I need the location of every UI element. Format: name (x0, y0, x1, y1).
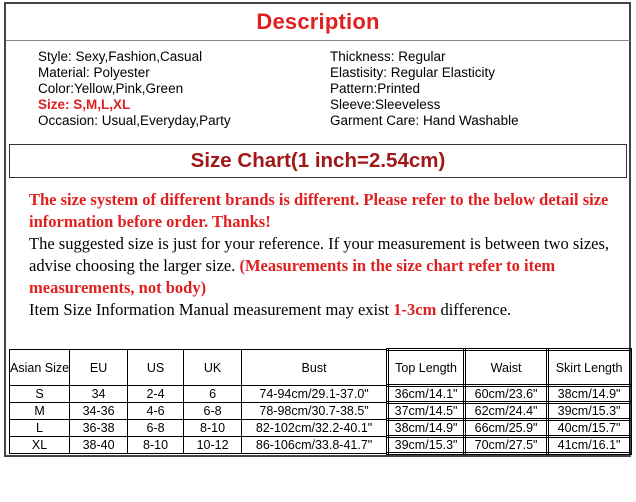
size-notes (29, 189, 629, 321)
size-chart-header (9, 144, 627, 178)
cell-top-length: 37cm/14.5" (388, 403, 465, 420)
cell-size: M (10, 403, 70, 420)
col-bust: Bust (242, 350, 388, 386)
size-chart-title: Size Chart(1 inch=2.54cm) (190, 149, 446, 172)
col-uk: UK (184, 350, 242, 386)
cell-uk: 6-8 (184, 403, 242, 420)
attr-size: Size: S,M,L,XL (38, 97, 131, 112)
attr-style: Style: Sexy,Fashion,Casual (38, 49, 203, 64)
cell-us: 8-10 (128, 437, 184, 454)
cell-uk: 8-10 (184, 420, 242, 437)
size-suggestion-note: (Measurements in the size chart refer to item measurements, not body) (29, 256, 556, 297)
cell-us: 4-6 (128, 403, 184, 420)
attr-material: Material: Polyester (38, 65, 150, 80)
attributes-right-column (330, 49, 519, 129)
product-attributes (38, 49, 628, 133)
cell-uk: 10-12 (184, 437, 242, 454)
table-row (10, 420, 631, 437)
description-title: Description (256, 9, 380, 34)
col-waist: Waist (465, 350, 548, 386)
cell-skirt-length: 39cm/15.3" (548, 403, 631, 420)
cell-top-length: 39cm/15.3" (388, 437, 465, 454)
cell-waist: 62cm/24.4" (465, 403, 548, 420)
attr-occasion: Occasion: Usual,Everyday,Party (38, 113, 231, 128)
manual-prefix: Item Size Information Manual measurement may exist (29, 300, 394, 319)
manual-range: 1-3cm (393, 300, 437, 319)
cell-bust: 82-102cm/32.2-40.1" (242, 420, 388, 437)
cell-size: L (10, 420, 70, 437)
cell-size: S (10, 386, 70, 403)
cell-uk: 6 (184, 386, 242, 403)
size-suggestion-text: The suggested size is just for your reference. If your measurement is between two sizes, advise choosing the larger size. (29, 234, 610, 275)
cell-waist: 60cm/23.6" (465, 386, 548, 403)
table-row (10, 386, 631, 403)
attr-garment-care: Garment Care: Hand Washable (330, 113, 519, 128)
size-suggestion (29, 233, 629, 299)
attr-sleeve: Sleeve:Sleeveless (330, 97, 441, 112)
cell-bust: 74-94cm/29.1-37.0" (242, 386, 388, 403)
col-eu: EU (70, 350, 128, 386)
col-us: US (128, 350, 184, 386)
table-row (10, 437, 631, 454)
cell-skirt-length: 41cm/16.1" (548, 437, 631, 454)
cell-waist: 66cm/25.9" (465, 420, 548, 437)
cell-top-length: 38cm/14.9" (388, 420, 465, 437)
size-table-header-row (10, 350, 631, 386)
size-warning: The size system of different brands is different. Please refer to the below detail size information before order. Thanks! (29, 190, 609, 231)
cell-eu: 34-36 (70, 403, 128, 420)
cell-skirt-length: 40cm/15.7" (548, 420, 631, 437)
col-skirt-length: Skirt Length (548, 350, 631, 386)
cell-skirt-length: 38cm/14.9" (548, 386, 631, 403)
manual-suffix: difference. (436, 300, 512, 319)
description-header (6, 4, 630, 41)
cell-us: 2-4 (128, 386, 184, 403)
cell-eu: 36-38 (70, 420, 128, 437)
col-top-length: Top Length (388, 350, 465, 386)
cell-eu: 34 (70, 386, 128, 403)
attr-pattern: Pattern:Printed (330, 81, 421, 96)
cell-bust: 78-98cm/30.7-38.5" (242, 403, 388, 420)
attr-elasticity: Elastisity: Regular Elasticity (330, 65, 496, 80)
attr-color: Color:Yellow,Pink,Green (38, 81, 184, 96)
cell-bust: 86-106cm/33.8-41.7" (242, 437, 388, 454)
cell-waist: 70cm/27.5" (465, 437, 548, 454)
cell-us: 6-8 (128, 420, 184, 437)
col-asian-size: Asian Size (10, 350, 70, 386)
attributes-left-column (38, 49, 231, 129)
table-row (10, 403, 631, 420)
cell-eu: 38-40 (70, 437, 128, 454)
cell-size: XL (10, 437, 70, 454)
attr-thickness: Thickness: Regular (330, 49, 446, 64)
cell-top-length: 36cm/14.1" (388, 386, 465, 403)
manual-measurement-note (29, 299, 629, 321)
size-table (9, 348, 632, 455)
